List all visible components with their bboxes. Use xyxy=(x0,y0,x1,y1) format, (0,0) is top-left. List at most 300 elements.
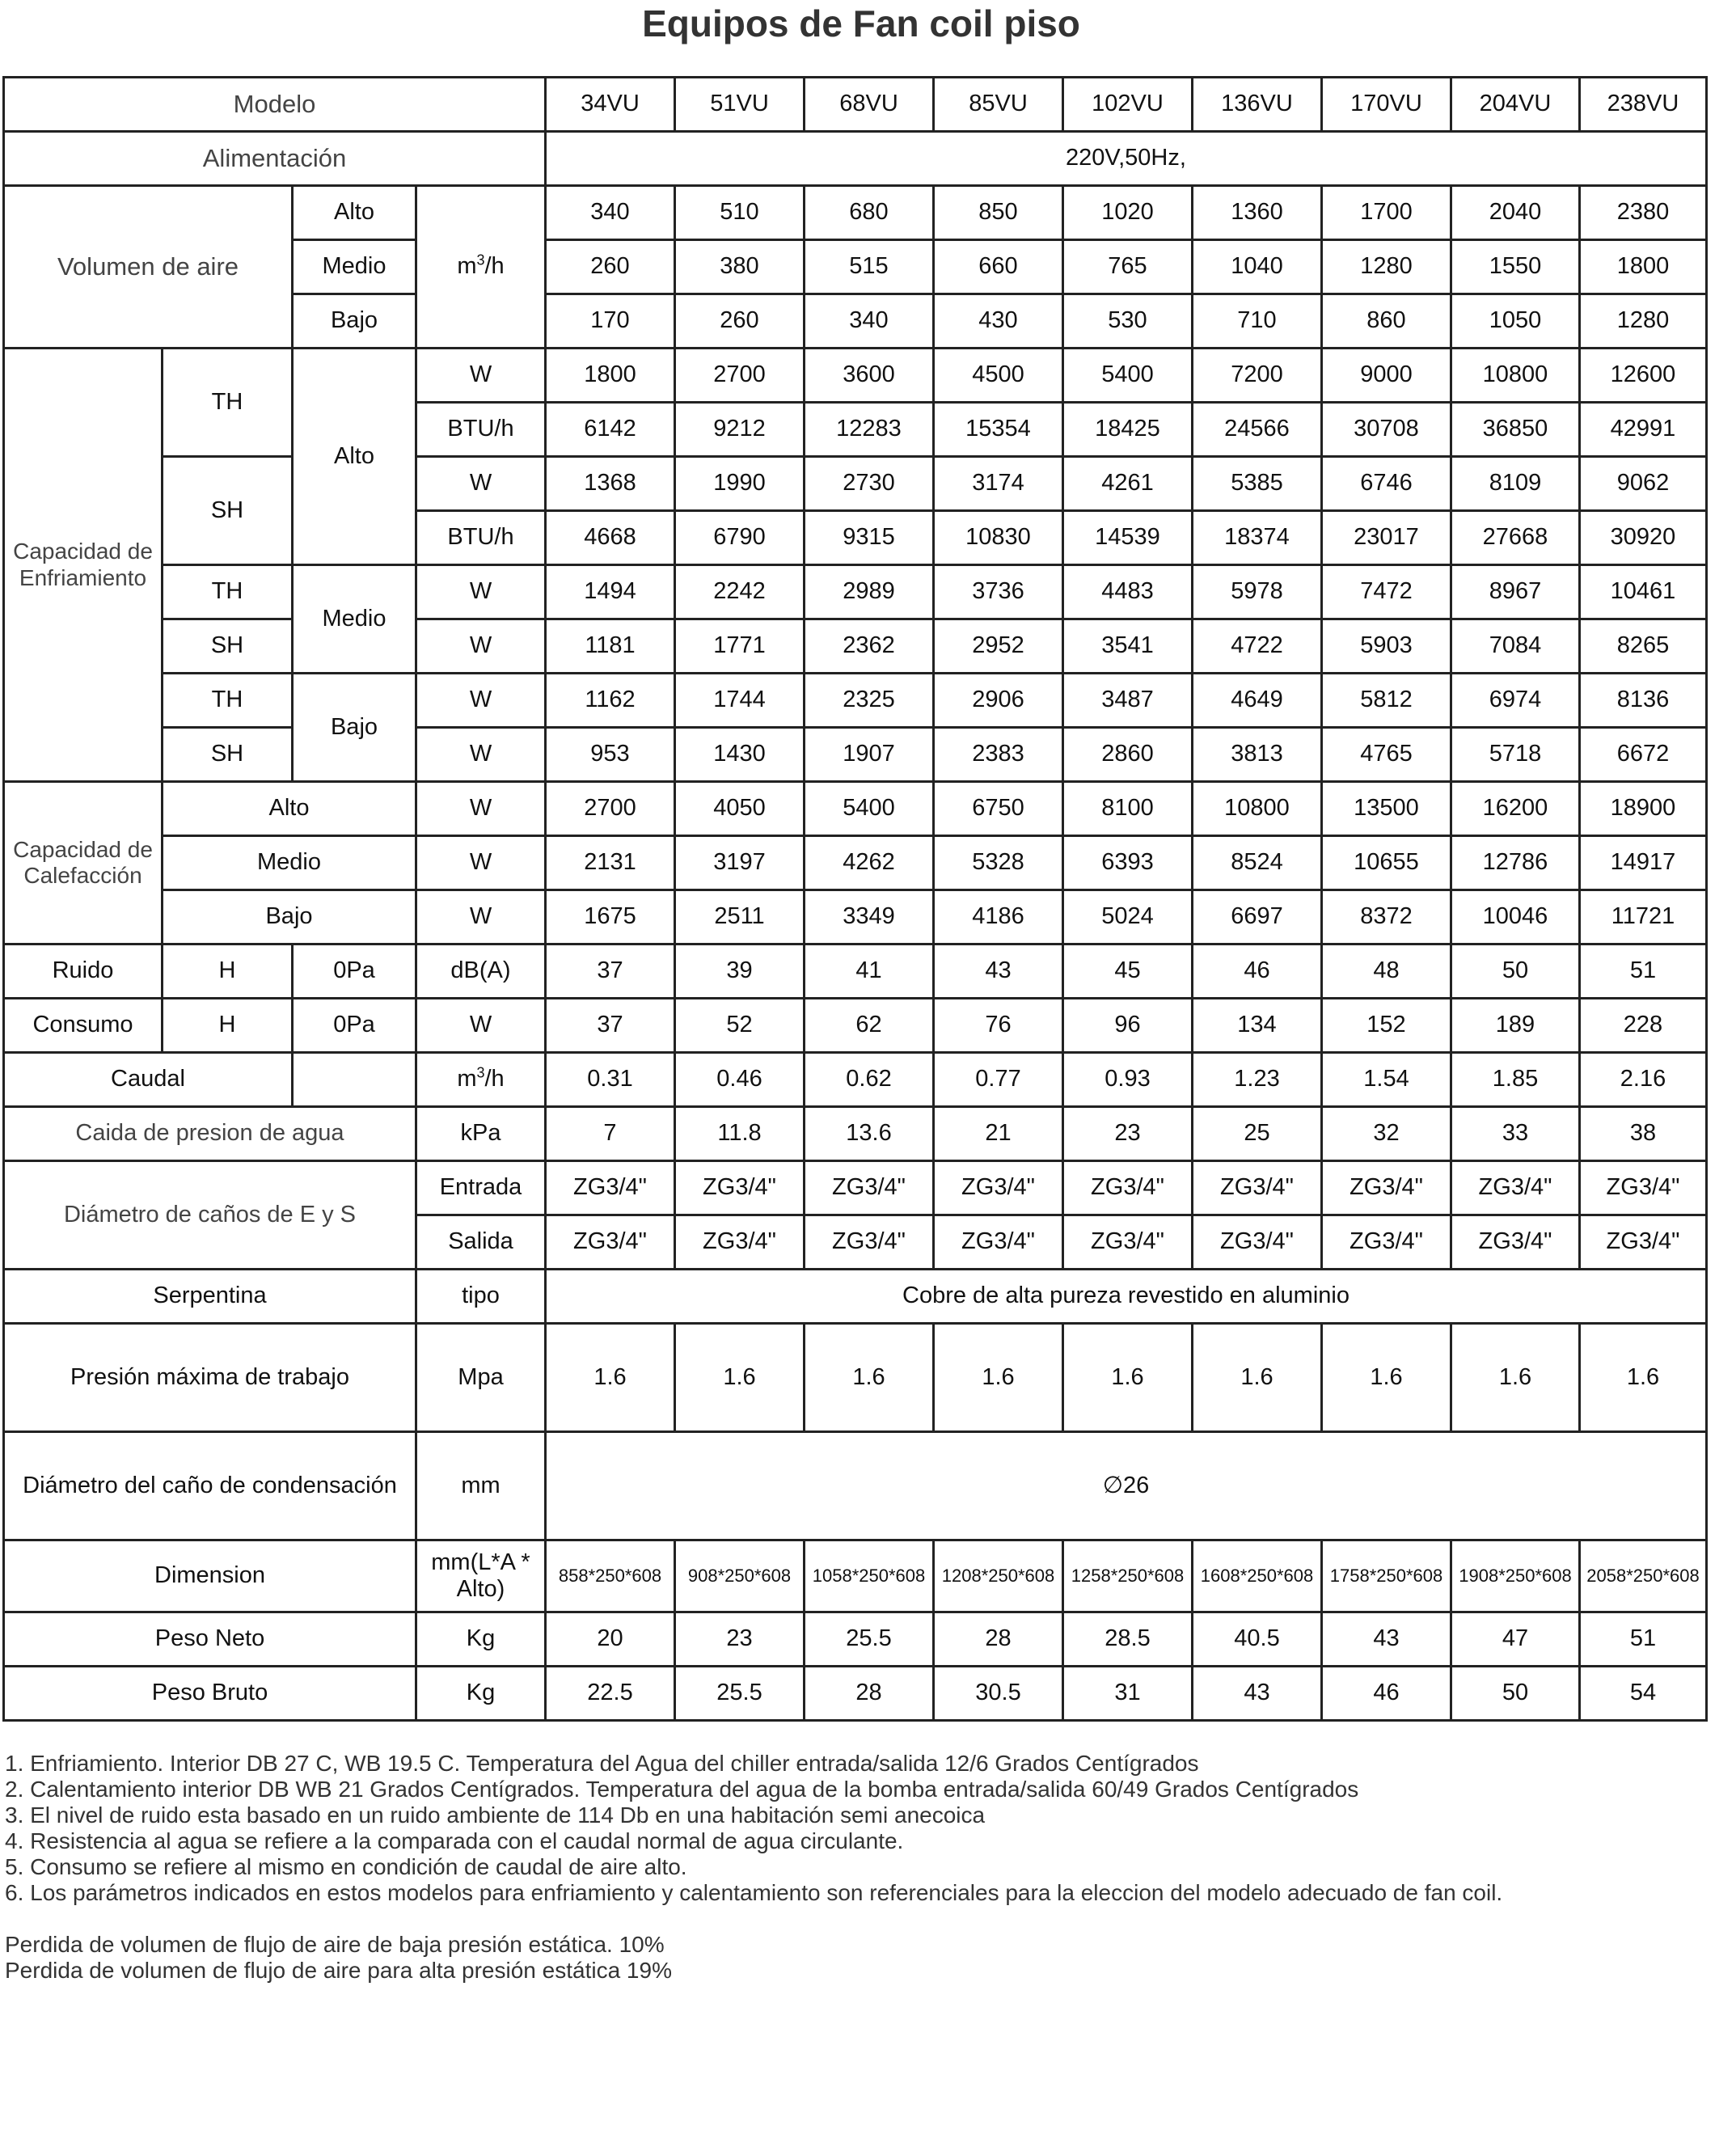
cell: 4261 xyxy=(1063,457,1193,511)
serpentina-value: Cobre de alta pureza revestido en aluminio xyxy=(546,1270,1707,1324)
cell: 28 xyxy=(805,1667,934,1721)
cell: 7200 xyxy=(1193,349,1322,403)
cell: 2040 xyxy=(1451,186,1580,240)
cell: 25.5 xyxy=(805,1612,934,1667)
label-consumo: Consumo xyxy=(4,999,163,1053)
cell: 2325 xyxy=(805,674,934,728)
cell: 16200 xyxy=(1451,782,1580,836)
cell: ZG3/4" xyxy=(1063,1215,1193,1270)
cell: 14917 xyxy=(1580,836,1707,890)
label-diametro: Diámetro de caños de E y S xyxy=(4,1161,416,1270)
label-bajo: Bajo xyxy=(163,890,416,944)
cell: ZG3/4" xyxy=(934,1161,1063,1215)
row-cal-bajo xyxy=(4,890,1707,944)
cell: ZG3/4" xyxy=(1193,1161,1322,1215)
cell: 1800 xyxy=(546,349,675,403)
cell: 1758*250*608 xyxy=(1322,1540,1451,1612)
cell: 1.6 xyxy=(675,1324,805,1432)
cell: 96 xyxy=(1063,999,1193,1053)
cell: 2242 xyxy=(675,565,805,619)
cell: 908*250*608 xyxy=(675,1540,805,1612)
cell: 260 xyxy=(546,240,675,294)
cell: 33 xyxy=(1451,1107,1580,1161)
label-0pa: 0Pa xyxy=(293,944,416,999)
cell: 1771 xyxy=(675,619,805,674)
cell: 52 xyxy=(675,999,805,1053)
footnote-line: Perdida de volumen de flujo de aire de baja presión estática. 10% xyxy=(5,1932,665,1957)
cell: 3197 xyxy=(675,836,805,890)
note-line: 4. Resistencia al agua se refiere a la comparada con el caudal normal de agua circulante. xyxy=(5,1828,904,1853)
cell: 1675 xyxy=(546,890,675,944)
cell: 2380 xyxy=(1580,186,1707,240)
label-h: H xyxy=(163,944,293,999)
label-ruido: Ruido xyxy=(4,944,163,999)
note-line: 5. Consumo se refiere al mismo en condición de caudal de aire alto. xyxy=(5,1854,687,1879)
cell: ZG3/4" xyxy=(805,1161,934,1215)
cell: 1494 xyxy=(546,565,675,619)
cell: 0.46 xyxy=(675,1053,805,1107)
unit-w: W xyxy=(416,999,546,1053)
model-header: 102VU xyxy=(1063,78,1193,132)
cell: 1.6 xyxy=(1063,1324,1193,1432)
cell: 380 xyxy=(675,240,805,294)
cell: 1.6 xyxy=(805,1324,934,1432)
cell: 23 xyxy=(1063,1107,1193,1161)
cell: 1744 xyxy=(675,674,805,728)
cell: 228 xyxy=(1580,999,1707,1053)
cell: 7472 xyxy=(1322,565,1451,619)
cell: 12786 xyxy=(1451,836,1580,890)
cell: 23 xyxy=(675,1612,805,1667)
cell: 1280 xyxy=(1580,294,1707,349)
cell: 2700 xyxy=(675,349,805,403)
unit-kpa: kPa xyxy=(416,1107,546,1161)
cell: 43 xyxy=(934,944,1063,999)
cell: 9000 xyxy=(1322,349,1451,403)
row-sh-alto-w xyxy=(4,457,1707,511)
cell: ZG3/4" xyxy=(1322,1161,1451,1215)
cell: 20 xyxy=(546,1612,675,1667)
model-header: 51VU xyxy=(675,78,805,132)
cell: 1907 xyxy=(805,728,934,782)
cell: 1040 xyxy=(1193,240,1322,294)
alimentacion-value: 220V,50Hz, xyxy=(546,132,1707,186)
cell: 54 xyxy=(1580,1667,1707,1721)
cell: 10800 xyxy=(1193,782,1322,836)
cell: 765 xyxy=(1063,240,1193,294)
cell: 7 xyxy=(546,1107,675,1161)
cell: 530 xyxy=(1063,294,1193,349)
cell: 2860 xyxy=(1063,728,1193,782)
cell: 0.31 xyxy=(546,1053,675,1107)
unit-mm: mm xyxy=(416,1432,546,1540)
notes xyxy=(5,1751,1502,1984)
cell: 3813 xyxy=(1193,728,1322,782)
row-peso-neto xyxy=(4,1612,1707,1667)
cell: ZG3/4" xyxy=(805,1215,934,1270)
cell: ZG3/4" xyxy=(1063,1161,1193,1215)
cell: 6697 xyxy=(1193,890,1322,944)
row-alimentacion xyxy=(4,132,1707,186)
unit-m3h: $m^3/h$ xyxy=(416,186,546,349)
cell: 10046 xyxy=(1451,890,1580,944)
cell: 1360 xyxy=(1193,186,1322,240)
label-caida: Caida de presion de agua xyxy=(4,1107,416,1161)
row-th-alto-w xyxy=(4,349,1707,403)
cell: 9062 xyxy=(1580,457,1707,511)
cell: ZG3/4" xyxy=(934,1215,1063,1270)
unit-dba: dB(A) xyxy=(416,944,546,999)
cell: 40.5 xyxy=(1193,1612,1322,1667)
row-th-bajo xyxy=(4,674,1707,728)
unit-m3h: $m^3/h$ xyxy=(416,1053,546,1107)
unit-dimension: mm(L*A * Alto) xyxy=(416,1540,546,1612)
cell: 22.5 xyxy=(546,1667,675,1721)
cell: 1058*250*608 xyxy=(805,1540,934,1612)
cell: 0.62 xyxy=(805,1053,934,1107)
cell: 23017 xyxy=(1322,511,1451,565)
cell: 2906 xyxy=(934,674,1063,728)
cell: 953 xyxy=(546,728,675,782)
row-modelo xyxy=(4,78,1707,132)
note-line: 6. Los parámetros indicados en estos modelos para enfriamiento y calentamiento son referenciales para la eleccion del modelo adecuado de fan coil. xyxy=(5,1880,1503,1905)
cell: 11.8 xyxy=(675,1107,805,1161)
cell: 30.5 xyxy=(934,1667,1063,1721)
cell: 1280 xyxy=(1322,240,1451,294)
cell: 5812 xyxy=(1322,674,1451,728)
cell: 2511 xyxy=(675,890,805,944)
cell: 660 xyxy=(934,240,1063,294)
cell: ZG3/4" xyxy=(1322,1215,1451,1270)
cell: 5024 xyxy=(1063,890,1193,944)
cell: ZG3/4" xyxy=(675,1215,805,1270)
cell: 8109 xyxy=(1451,457,1580,511)
label-tipo: tipo xyxy=(416,1270,546,1324)
unit-btu: BTU/h xyxy=(416,511,546,565)
cell: 62 xyxy=(805,999,934,1053)
cell: 45 xyxy=(1063,944,1193,999)
cell: 42991 xyxy=(1580,403,1707,457)
cell: 1430 xyxy=(675,728,805,782)
cell: 4050 xyxy=(675,782,805,836)
cell: 710 xyxy=(1193,294,1322,349)
cell: 1.6 xyxy=(1322,1324,1451,1432)
row-sh-medio xyxy=(4,619,1707,674)
cell: 2383 xyxy=(934,728,1063,782)
cell: 4500 xyxy=(934,349,1063,403)
cell: 4186 xyxy=(934,890,1063,944)
row-entrada xyxy=(4,1161,1707,1215)
cell: 1.6 xyxy=(1451,1324,1580,1432)
cell: 430 xyxy=(934,294,1063,349)
cell: 260 xyxy=(675,294,805,349)
cell: 3487 xyxy=(1063,674,1193,728)
cell: 37 xyxy=(546,944,675,999)
label-entrada: Entrada xyxy=(416,1161,546,1215)
unit-kg: Kg xyxy=(416,1612,546,1667)
model-header: 238VU xyxy=(1580,78,1707,132)
cell: 1162 xyxy=(546,674,675,728)
cell: 1050 xyxy=(1451,294,1580,349)
cell: 10655 xyxy=(1322,836,1451,890)
label-sh: SH xyxy=(163,457,293,565)
cell: 1608*250*608 xyxy=(1193,1540,1322,1612)
cell: 10800 xyxy=(1451,349,1580,403)
cell: 3600 xyxy=(805,349,934,403)
model-header: 68VU xyxy=(805,78,934,132)
cell: 25.5 xyxy=(675,1667,805,1721)
label-presion: Presión máxima de trabajo xyxy=(4,1324,416,1432)
cell: 24566 xyxy=(1193,403,1322,457)
row-serpentina xyxy=(4,1270,1707,1324)
cell: 46 xyxy=(1193,944,1322,999)
cell: 1.6 xyxy=(934,1324,1063,1432)
cell: 43 xyxy=(1322,1612,1451,1667)
cell: 50 xyxy=(1451,1667,1580,1721)
cell: 6974 xyxy=(1451,674,1580,728)
cell: 13.6 xyxy=(805,1107,934,1161)
cell: 850 xyxy=(934,186,1063,240)
unit-w: W xyxy=(416,619,546,674)
label-salida: Salida xyxy=(416,1215,546,1270)
unit-w: W xyxy=(416,565,546,619)
note-line: 1. Enfriamiento. Interior DB 27 C, WB 19.5 C. Temperatura del Agua del chiller entrada/salida 12/6 Grados Centígrados xyxy=(5,1751,1199,1776)
row-sh-bajo xyxy=(4,728,1707,782)
label-calefaccion: Capacidad de Calefacción xyxy=(4,782,163,944)
cell: 4483 xyxy=(1063,565,1193,619)
label-peso-neto: Peso Neto xyxy=(4,1612,416,1667)
cell: 48 xyxy=(1322,944,1451,999)
label-medio: Medio xyxy=(293,240,416,294)
cell: 1800 xyxy=(1580,240,1707,294)
cell: 3736 xyxy=(934,565,1063,619)
unit-kg: Kg xyxy=(416,1667,546,1721)
cell: 2700 xyxy=(546,782,675,836)
cell: 1208*250*608 xyxy=(934,1540,1063,1612)
label-medio: Medio xyxy=(293,565,416,674)
cell: 3541 xyxy=(1063,619,1193,674)
unit-w: W xyxy=(416,782,546,836)
cell: 2730 xyxy=(805,457,934,511)
row-cal-medio xyxy=(4,836,1707,890)
cell: 47 xyxy=(1451,1612,1580,1667)
note-line: 3. El nivel de ruido esta basado en un ruido ambiente de 114 Db en una habitación semi anecoica xyxy=(5,1802,986,1828)
cell: 28.5 xyxy=(1063,1612,1193,1667)
cell: 189 xyxy=(1451,999,1580,1053)
cell: 6746 xyxy=(1322,457,1451,511)
unit-w: W xyxy=(416,457,546,511)
cell: 2362 xyxy=(805,619,934,674)
cell: 6790 xyxy=(675,511,805,565)
cell: 9212 xyxy=(675,403,805,457)
cell: 51 xyxy=(1580,944,1707,999)
cell: 4765 xyxy=(1322,728,1451,782)
cell: 43 xyxy=(1193,1667,1322,1721)
cell: 5903 xyxy=(1322,619,1451,674)
cell: 38 xyxy=(1580,1107,1707,1161)
cell: 39 xyxy=(675,944,805,999)
cell: ZG3/4" xyxy=(546,1215,675,1270)
empty-cell xyxy=(293,1053,416,1107)
model-header: 136VU xyxy=(1193,78,1322,132)
cell: 4262 xyxy=(805,836,934,890)
cell: 340 xyxy=(546,186,675,240)
cell: 8100 xyxy=(1063,782,1193,836)
cell: 4668 xyxy=(546,511,675,565)
cell: 8967 xyxy=(1451,565,1580,619)
cell: 50 xyxy=(1451,944,1580,999)
row-condensacion xyxy=(4,1432,1707,1540)
cell: 1181 xyxy=(546,619,675,674)
label-dimension: Dimension xyxy=(4,1540,416,1612)
cell: 12600 xyxy=(1580,349,1707,403)
cell: 9315 xyxy=(805,511,934,565)
cell: 340 xyxy=(805,294,934,349)
cell: 860 xyxy=(1322,294,1451,349)
cell: 7084 xyxy=(1451,619,1580,674)
cell: 15354 xyxy=(934,403,1063,457)
cell: 2131 xyxy=(546,836,675,890)
label-th: TH xyxy=(163,349,293,457)
label-th: TH xyxy=(163,674,293,728)
cell: 1.6 xyxy=(1580,1324,1707,1432)
cell: 18900 xyxy=(1580,782,1707,836)
model-header: 170VU xyxy=(1322,78,1451,132)
model-header: 204VU xyxy=(1451,78,1580,132)
cell: 21 xyxy=(934,1107,1063,1161)
unit-w: W xyxy=(416,728,546,782)
cell: 6672 xyxy=(1580,728,1707,782)
cell: 6750 xyxy=(934,782,1063,836)
cell: 46 xyxy=(1322,1667,1451,1721)
label-enfriamiento: Capacidad de Enfriamiento xyxy=(4,349,163,782)
cell: 8136 xyxy=(1580,674,1707,728)
cell: 8372 xyxy=(1322,890,1451,944)
cell: 1.23 xyxy=(1193,1053,1322,1107)
label-condensacion: Diámetro del caño de condensación xyxy=(4,1432,416,1540)
label-alto: Alto xyxy=(163,782,416,836)
cell: ZG3/4" xyxy=(1580,1215,1707,1270)
label-th: TH xyxy=(163,565,293,619)
cell: 5328 xyxy=(934,836,1063,890)
cell: 1700 xyxy=(1322,186,1451,240)
cell: 1.54 xyxy=(1322,1053,1451,1107)
cell: 3349 xyxy=(805,890,934,944)
row-presion xyxy=(4,1324,1707,1432)
row-caudal xyxy=(4,1053,1707,1107)
cell: 76 xyxy=(934,999,1063,1053)
label-sh: SH xyxy=(163,619,293,674)
cell: 10830 xyxy=(934,511,1063,565)
label-h: H xyxy=(163,999,293,1053)
model-header: 34VU xyxy=(546,78,675,132)
label-caudal: Caudal xyxy=(4,1053,293,1107)
cell: 4722 xyxy=(1193,619,1322,674)
cell: 1.6 xyxy=(1193,1324,1322,1432)
cell: 18425 xyxy=(1063,403,1193,457)
cell: 30920 xyxy=(1580,511,1707,565)
cell: 515 xyxy=(805,240,934,294)
footnote-line: Perdida de volumen de flujo de aire para alta presión estática 19% xyxy=(5,1958,672,1983)
cell: 13500 xyxy=(1322,782,1451,836)
cell: 1550 xyxy=(1451,240,1580,294)
row-cal-alto xyxy=(4,782,1707,836)
cell: 12283 xyxy=(805,403,934,457)
cell: 134 xyxy=(1193,999,1322,1053)
cell: 31 xyxy=(1063,1667,1193,1721)
label-volumen: Volumen de aire xyxy=(4,186,293,349)
cell: 36850 xyxy=(1451,403,1580,457)
cell: 510 xyxy=(675,186,805,240)
cell: ZG3/4" xyxy=(1451,1161,1580,1215)
cell: 2058*250*608 xyxy=(1580,1540,1707,1612)
unit-w: W xyxy=(416,349,546,403)
cell: 25 xyxy=(1193,1107,1322,1161)
note-line: 2. Calentamiento interior DB WB 21 Grados Centígrados. Temperatura del agua de la bomba entrada/salida 60/49 Grados Centígrados xyxy=(5,1777,1359,1802)
cell: 0.77 xyxy=(934,1053,1063,1107)
cell: 1.85 xyxy=(1451,1053,1580,1107)
cell: 11721 xyxy=(1580,890,1707,944)
unit-mpa: Mpa xyxy=(416,1324,546,1432)
cell: 8265 xyxy=(1580,619,1707,674)
cell: 18374 xyxy=(1193,511,1322,565)
model-header: 85VU xyxy=(934,78,1063,132)
label-alto: Alto xyxy=(293,186,416,240)
row-th-medio xyxy=(4,565,1707,619)
cell: 1.6 xyxy=(546,1324,675,1432)
cell: 28 xyxy=(934,1612,1063,1667)
cell: 5718 xyxy=(1451,728,1580,782)
cell: 1258*250*608 xyxy=(1063,1540,1193,1612)
row-peso-bruto xyxy=(4,1667,1707,1721)
unit-w: W xyxy=(416,674,546,728)
cell: 2989 xyxy=(805,565,934,619)
label-medio: Medio xyxy=(163,836,416,890)
cell: 4649 xyxy=(1193,674,1322,728)
cell: ZG3/4" xyxy=(675,1161,805,1215)
cell: 2.16 xyxy=(1580,1053,1707,1107)
cell: 32 xyxy=(1322,1107,1451,1161)
cell: 858*250*608 xyxy=(546,1540,675,1612)
cell: 0.93 xyxy=(1063,1053,1193,1107)
page-title: Equipos de Fan coil piso xyxy=(642,2,1080,44)
cell: 5400 xyxy=(1063,349,1193,403)
cell: 14539 xyxy=(1063,511,1193,565)
label-bajo: Bajo xyxy=(293,294,416,349)
label-serpentina: Serpentina xyxy=(4,1270,416,1324)
cell: 6393 xyxy=(1063,836,1193,890)
row-consumo xyxy=(4,999,1707,1053)
row-caida xyxy=(4,1107,1707,1161)
cell: 2952 xyxy=(934,619,1063,674)
spec-table xyxy=(2,76,1708,1722)
cell: ZG3/4" xyxy=(546,1161,675,1215)
row-vol-alto xyxy=(4,186,1707,240)
cell: 1908*250*608 xyxy=(1451,1540,1580,1612)
cell: 6142 xyxy=(546,403,675,457)
cell: 1990 xyxy=(675,457,805,511)
unit-w: W xyxy=(416,836,546,890)
cell: 1020 xyxy=(1063,186,1193,240)
cell: ZG3/4" xyxy=(1193,1215,1322,1270)
unit-w: W xyxy=(416,890,546,944)
row-ruido xyxy=(4,944,1707,999)
cell: 3174 xyxy=(934,457,1063,511)
cell: 8524 xyxy=(1193,836,1322,890)
cell: 5978 xyxy=(1193,565,1322,619)
label-bajo: Bajo xyxy=(293,674,416,782)
cell: 37 xyxy=(546,999,675,1053)
